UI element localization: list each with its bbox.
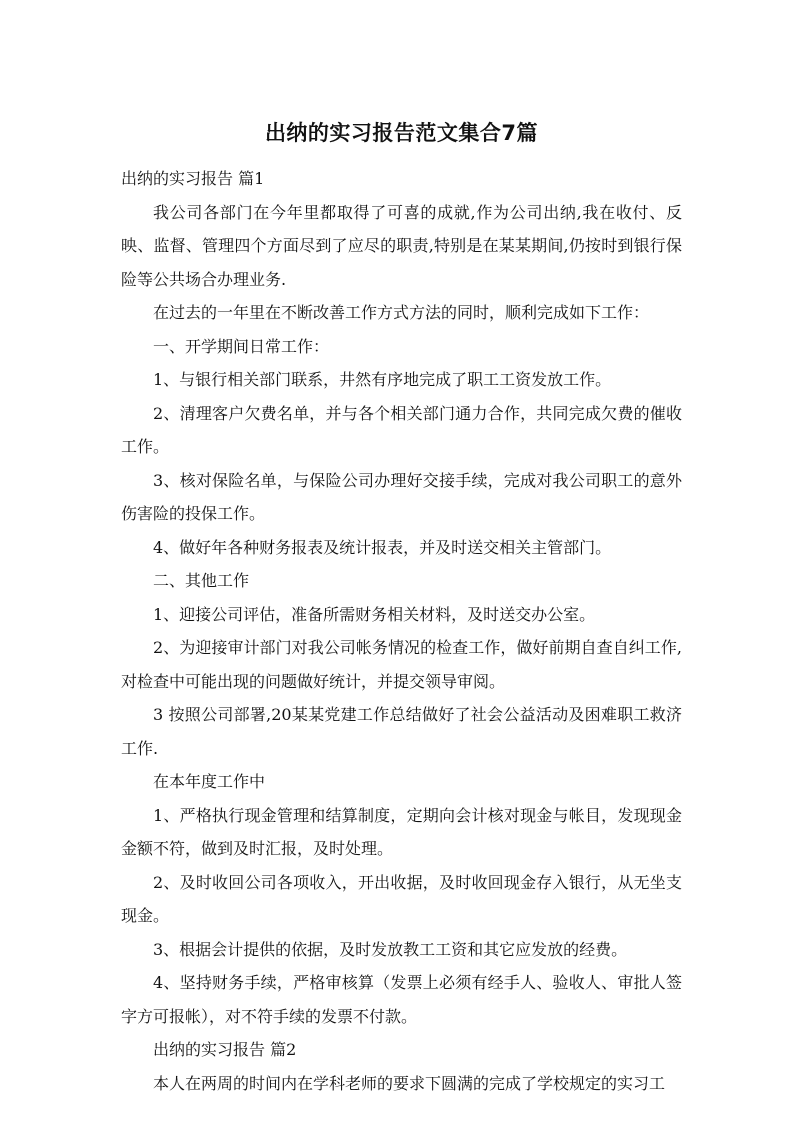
body-paragraph: 本人在两周的时间内在学科老师的要求下圆满的完成了学校规定的实习工 <box>153 1073 666 1093</box>
body-paragraph: 4、做好年各种财务报表及统计报表，并及时送交相关主管部门。 <box>153 537 612 557</box>
body-paragraph: 我公司各部门在今年里都取得了可喜的成就,作为公司出纳,我在收付、反映、监督、管理四个方面尽到了应尽的职责,特别是在某某期间,仍按时到银行保险等公共场合办理业务. <box>121 202 682 289</box>
body-paragraph: 一、开学期间日常工作： <box>153 336 330 356</box>
document-body <box>121 162 682 1100</box>
body-paragraph: 1、严格执行现金管理和结算制度，定期向会计核对现金与帐目，发现现金金额不符，做到及时汇报，及时处理。 <box>121 805 682 858</box>
body-paragraph: 1、迎接公司评估，准备所需财务相关材料，及时送交办公室。 <box>153 604 596 624</box>
body-paragraph: 3、核对保险名单，与保险公司办理好交接手续，完成对我公司职工的意外伤害险的投保工作。 <box>121 470 682 523</box>
document-title: 出纳的实习报告范文集合7篇 <box>264 121 539 145</box>
body-paragraph: 出纳的实习报告 篇2 <box>153 1040 297 1059</box>
body-paragraph: 出纳的实习报告 篇1 <box>121 169 265 188</box>
body-paragraph: 二、其他工作 <box>153 571 250 590</box>
body-paragraph: 在过去的一年里在不断改善工作方式方法的同时，顺利完成如下工作： <box>153 303 650 322</box>
body-paragraph: 3、根据会计提供的依据，及时发放教工工资和其它应发放的经费。 <box>153 939 628 959</box>
body-paragraph: 2、及时收回公司各项收入，开出收据，及时收回现金存入银行，从无坐支现金。 <box>121 872 682 925</box>
body-paragraph: 在本年度工作中 <box>153 772 266 791</box>
body-paragraph: 2、清理客户欠费名单，并与各个相关部门通力合作，共同完成欠费的催收工作。 <box>121 403 682 456</box>
body-paragraph: 3 按照公司部署,20某某党建工作总结做好了社会公益活动及困难职工救济工作. <box>121 705 682 758</box>
body-paragraph: 4、坚持财务手续，严格审核算（发票上必须有经手人、验收人、审批人签字方可报帐），对不符手续的发票不付款。 <box>121 973 682 1026</box>
body-paragraph: 1、与银行相关部门联系，井然有序地完成了职工工资发放工作。 <box>153 370 612 389</box>
body-paragraph: 2、为迎接审计部门对我公司帐务情况的检查工作，做好前期自查自纠工作,对检查中可能出现的问题做好统计，并提交领导审阅。 <box>121 638 682 691</box>
